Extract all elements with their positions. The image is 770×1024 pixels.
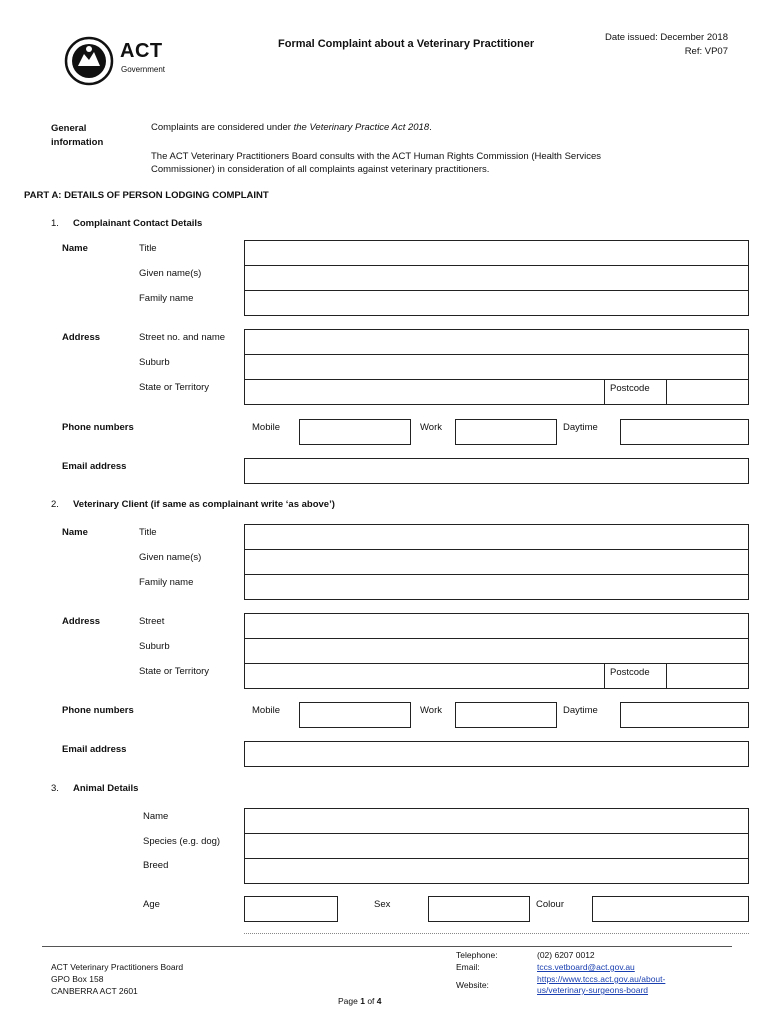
s1-state-label: State or Territory [139, 382, 210, 393]
s1-address-label: Address [62, 332, 101, 343]
s1-work-field[interactable] [455, 419, 557, 445]
s1-title-label: Title [139, 243, 157, 254]
act-logo [64, 36, 174, 86]
s2-postcode-label-cell [604, 663, 667, 689]
s2-email-label: Email address [62, 744, 127, 755]
s3-breed-label: Breed [143, 860, 169, 871]
s2-phone-label: Phone numbers [62, 705, 134, 716]
footer-web-link[interactable] [537, 974, 665, 996]
logo-text: ACT [120, 40, 163, 62]
s2-family-name-field[interactable] [244, 574, 749, 600]
general-label-line1: General [51, 123, 87, 134]
general-p1-suffix: . [429, 122, 432, 133]
s2-given-name-field[interactable] [244, 549, 749, 575]
general-p2-line1: The ACT Veterinary Practitioners Board consults with the ACT Human Rights Commission (Health Services [151, 151, 602, 162]
general-paragraph-1 [151, 122, 432, 133]
footer-email-link[interactable]: tccs.vetboard@act.gov.au [537, 962, 635, 972]
s2-suburb-label: Suburb [139, 641, 170, 652]
s1-email-label: Email address [62, 461, 127, 472]
s2-name-label: Name [62, 527, 88, 538]
s1-state-field[interactable] [244, 379, 605, 405]
page-of: of [364, 996, 377, 1006]
s2-family-label: Family name [139, 577, 194, 588]
form-title: Formal Complaint about a Veterinary Practitioner [278, 38, 535, 50]
s2-given-label: Given name(s) [139, 552, 202, 563]
s1-mobile-label: Mobile [252, 422, 280, 433]
date-issued: Date issued: December 2018 [604, 32, 728, 43]
s1-name-label: Name [62, 243, 88, 254]
general-p2-line2: Commissioner) in consideration of all complaints against veterinary practitioners. [151, 164, 490, 175]
s1-street-label: Street no. and name [139, 332, 226, 343]
footer-address [51, 961, 183, 997]
page-prefix: Page [338, 996, 361, 1006]
footer-web-line1[interactable]: https://www.tccs.act.gov.au/about- [537, 974, 666, 984]
s2-street-field[interactable] [244, 613, 749, 639]
general-p1-act: the Veterinary Practice Act 2018 [293, 122, 430, 133]
s1-family-name-field[interactable] [244, 290, 749, 316]
footer-org: ACT Veterinary Practitioners Board [51, 962, 184, 972]
s3-breed-field[interactable] [244, 858, 749, 884]
s1-phone-label: Phone numbers [62, 422, 134, 433]
footer-po-box: GPO Box 158 [51, 974, 104, 984]
s2-suburb-field[interactable] [244, 638, 749, 664]
s2-daytime-field[interactable] [620, 702, 749, 728]
section3-number: 3. [51, 783, 59, 794]
s3-species-label: Species (e.g. dog) [143, 836, 221, 847]
coat-of-arms-icon [64, 36, 114, 86]
s2-postcode-field[interactable] [666, 663, 749, 689]
footer-email-label: Email: [456, 962, 480, 972]
general-p1-prefix: Complaints are considered under [151, 122, 294, 133]
footer-web-label: Website: [456, 980, 489, 990]
footer-divider [42, 946, 732, 947]
s2-mobile-field[interactable] [299, 702, 411, 728]
s3-sex-label: Sex [374, 899, 391, 910]
s3-animal-name-field[interactable] [244, 808, 749, 834]
s1-suburb-field[interactable] [244, 354, 749, 380]
s3-age-field[interactable] [244, 896, 338, 922]
table-bottom-rule [244, 933, 749, 934]
s1-mobile-field[interactable] [299, 419, 411, 445]
s2-state-label: State or Territory [139, 666, 210, 677]
page-total: 4 [376, 996, 382, 1006]
s1-suburb-label: Suburb [139, 357, 170, 368]
s2-email-field[interactable] [244, 741, 749, 767]
section2-title: Veterinary Client (if same as complainant write ‘as above’) [73, 499, 335, 510]
s1-postcode-label: Postcode [610, 383, 650, 394]
s2-work-field[interactable] [455, 702, 557, 728]
s2-address-label: Address [62, 616, 101, 627]
s2-title-label: Title [139, 527, 157, 538]
form-ref: Ref: VP07 [684, 46, 728, 57]
s1-work-label: Work [420, 422, 442, 433]
page-current: 1 [360, 996, 365, 1006]
s1-daytime-label: Daytime [563, 422, 598, 433]
s2-work-label: Work [420, 705, 442, 716]
s3-sex-field[interactable] [428, 896, 530, 922]
section1-number: 1. [51, 218, 59, 229]
s2-daytime-label: Daytime [563, 705, 598, 716]
s3-age-label: Age [143, 899, 160, 910]
s1-postcode-label-cell [604, 379, 667, 405]
part-a-heading: PART A: DETAILS OF PERSON LODGING COMPLAINT [24, 190, 269, 201]
general-paragraph-2 [151, 150, 601, 176]
section2-number: 2. [51, 499, 59, 510]
footer-tel-label: Telephone: [456, 950, 498, 960]
s1-given-name-field[interactable] [244, 265, 749, 291]
footer-tel-value: (02) 6207 0012 [537, 950, 595, 960]
general-label [51, 122, 103, 150]
logo-subtext: Government [121, 65, 166, 74]
s1-title-field[interactable] [244, 240, 749, 266]
s2-state-field[interactable] [244, 663, 605, 689]
footer-city: CANBERRA ACT 2601 [51, 986, 138, 996]
s3-name-label: Name [143, 811, 169, 822]
section3-title: Animal Details [73, 783, 139, 794]
s2-title-field[interactable] [244, 524, 749, 550]
s1-postcode-field[interactable] [666, 379, 749, 405]
s2-street-label: Street [139, 616, 165, 627]
section1-title: Complainant Contact Details [73, 218, 203, 229]
s2-postcode-label: Postcode [610, 667, 650, 678]
s1-daytime-field[interactable] [620, 419, 749, 445]
s2-mobile-label: Mobile [252, 705, 280, 716]
s1-street-field[interactable] [244, 329, 749, 355]
s1-email-field[interactable] [244, 458, 749, 484]
s3-colour-label: Colour [536, 899, 564, 910]
page-number [338, 996, 382, 1006]
general-label-line2: information [51, 137, 104, 148]
footer-web-line2[interactable]: us/veterinary-surgeons-board [537, 985, 649, 995]
s3-colour-field[interactable] [592, 896, 749, 922]
s3-species-field[interactable] [244, 833, 749, 859]
s1-given-label: Given name(s) [139, 268, 202, 279]
s1-family-label: Family name [139, 293, 194, 304]
